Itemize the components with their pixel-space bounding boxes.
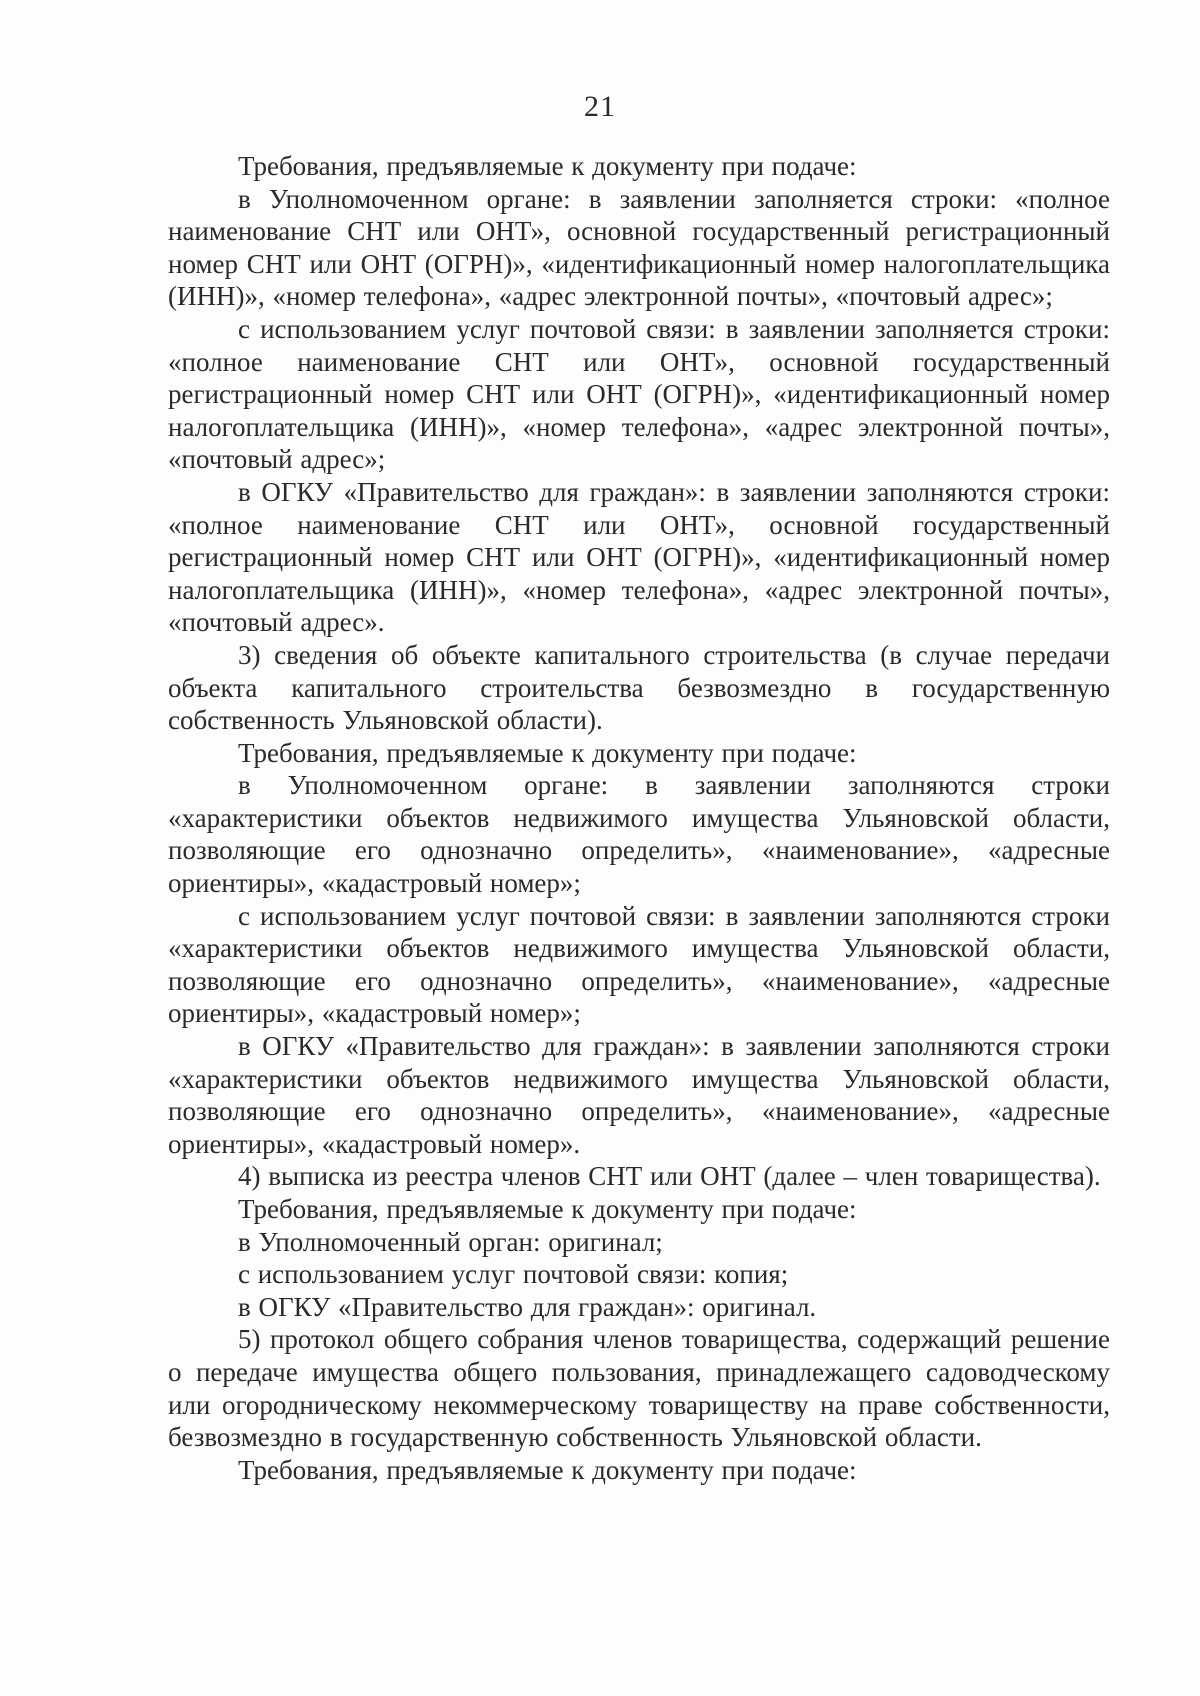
paragraph-authorized-body: в Уполномоченный орган: оригинал;	[238, 1226, 663, 1257]
paragraph-authorized-body: в Уполномоченном органе: в заявлении заполняется строки: «полное наименование СНТ или ОНТ», основной государственный регистрационный номер СНТ или ОНТ (ОГРН)», «идентификационный номер налогоплательщика (ИНН)», «номер телефона», «адрес электронной почты», «почтовый адрес»;	[168, 183, 1110, 312]
paragraph-item-5: 5) протокол общего собрания членов товарищества, содержащий решение о передаче имущества общего пользования, принадлежащего садоводческому или огородническому некоммерческому товариществу на праве собственности, безвозмездно в государственную собственность Ульяновской области.	[168, 1324, 1110, 1453]
paragraph-postal-service: с использованием услуг почтовой связи: в заявлении заполняется строки: «полное наименование СНТ или ОНТ», основной государственный регистрационный номер СНТ или ОНТ (ОГРН)», «идентификационный номер налогоплательщика (ИНН)», «номер телефона», «адрес электронной почты», «почтовый адрес»;	[168, 313, 1110, 475]
paragraph-postal-service: с использованием услуг почтовой связи: в заявлении заполняются строки «характеристики объектов недвижимого имущества Ульяновской области, позволяющие его однозначно определить», «наименование», «адресные ориентиры», «кадастровый номер»;	[168, 900, 1110, 1029]
paragraph-requirements-heading: Требования, предъявляемые к документу при подаче:	[238, 737, 857, 768]
paragraph-ogku: в ОГКУ «Правительство для граждан»: в заявлении заполняются строки «характеристики объектов недвижимого имущества Ульяновской области, позволяющие его однозначно определить», «наименование», «адресные ориентиры», «кадастровый номер».	[168, 1031, 1110, 1159]
paragraph-requirements-heading: Требования, предъявляемые к документу при подаче:	[238, 1454, 857, 1485]
paragraph-ogku: в ОГКУ «Правительство для граждан»: оригинал.	[238, 1291, 817, 1322]
page-number: 21	[584, 90, 616, 123]
paragraph-ogku: в ОГКУ «Правительство для граждан»: в заявлении заполняются строки: «полное наименование СНТ или ОНТ», основной государственный регистрационный номер СНТ или ОНТ (ОГРН)», «идентификационный номер налогоплательщика (ИНН)», «номер телефона», «адрес электронной почты», «почтовый адрес».	[168, 476, 1110, 638]
document-body	[168, 150, 1110, 1486]
paragraph-item-4: 4) выписка из реестра членов СНТ или ОНТ (далее – член товарищества).	[238, 1161, 1101, 1192]
paragraph-requirements-heading: Требования, предъявляемые к документу при подаче:	[238, 1194, 857, 1224]
paragraph-authorized-body: в Уполномоченном органе: в заявлении заполняются строки «характеристики объектов недвижимого имущества Ульяновской области, позволяющие его однозначно определить», «наименование», «адресные ориентиры», «кадастровый номер»;	[168, 770, 1110, 899]
paragraph-item-3: 3) сведения об объекте капитального строительства (в случае передачи объекта капитального строительства безвозмездно в государственную собственность Ульяновской области).	[168, 639, 1110, 736]
paragraph-postal-service: с использованием услуг почтовой связи: копия;	[238, 1259, 789, 1290]
paragraph-requirements-heading: Требования, предъявляемые к документу при подаче:	[238, 151, 857, 181]
